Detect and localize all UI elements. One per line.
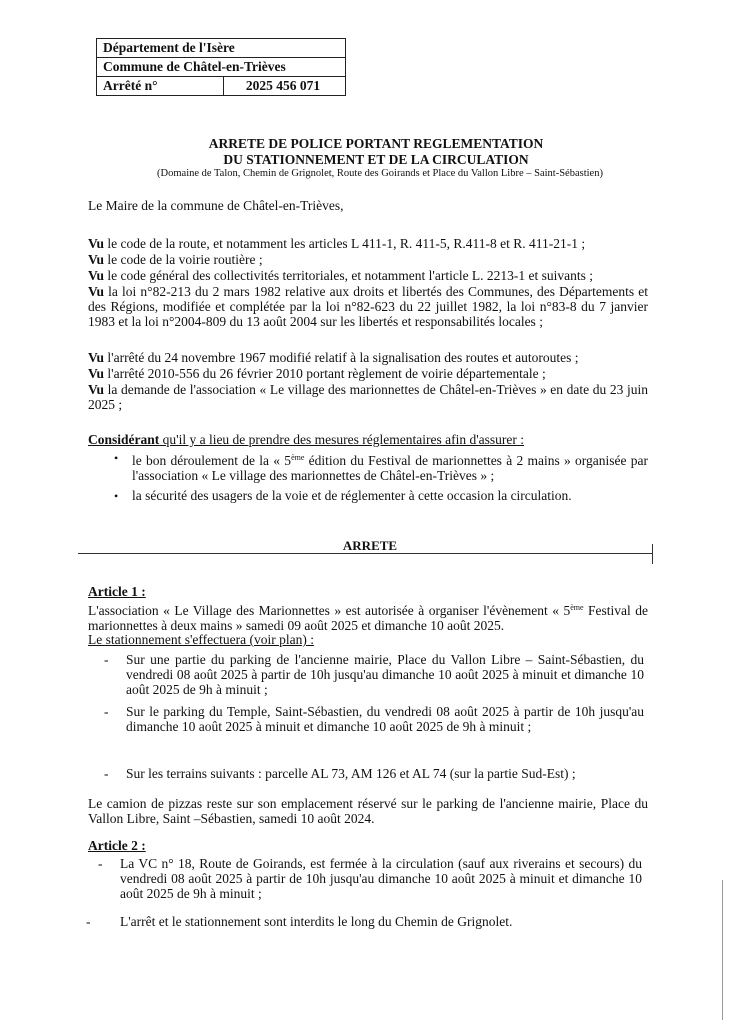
article1-text-post: Festival de marionnettes à deux mains » samedi 09 août 2025 et dimanche 10 août 2025. xyxy=(88,603,648,633)
dash-icon: - xyxy=(104,704,109,719)
vu-line-3 xyxy=(88,268,648,283)
bullet-text: la sécurité des usagers de la voie et de réglementer à cette occasion la circulation. xyxy=(132,488,572,503)
scan-margin-line xyxy=(722,880,723,1020)
arrete-heading: ARRETE xyxy=(342,538,398,553)
vu-lead: Vu xyxy=(88,350,105,365)
article1-text-pre: L'association « Le Village des Marionnettes » est autorisée à organiser l'évènement « 5 xyxy=(88,603,571,618)
vu-text: le code de la voirie routière ; xyxy=(104,252,263,267)
vu-lead: Vu xyxy=(88,236,105,251)
commune-label: Commune de Châtel-en-Trièves xyxy=(103,59,286,74)
arrete-divider-tick xyxy=(652,544,653,564)
considerant-bullet-1 xyxy=(132,450,648,483)
article1-heading: Article 1 : xyxy=(88,584,146,599)
document-subtitle: (Domaine de Talon, Chemin de Grignolet, Route des Goirands et Place du Vallon Libre – Saint-Sébastien) xyxy=(157,168,603,179)
vu-line-4 xyxy=(88,284,648,329)
bullet-text-sup: ème xyxy=(291,453,305,462)
vu-text: l'arrêté 2010-556 du 26 février 2010 portant règlement de voirie départementale ; xyxy=(104,366,546,381)
stationnement-item-1: Sur une partie du parking de l'ancienne mairie, Place du Vallon Libre – Saint-Sébastien, du vendredi 08 août 2025 à partir de 10h jusqu'au dimanche 10 août 2025 à minuit et dimanche 10 août 2025 de 9h à minuit ; xyxy=(126,652,644,697)
article2-item-2: L'arrêt et le stationnement sont interdits le long du Chemin de Grignolet. xyxy=(120,914,513,929)
bullet-text-pre: le bon déroulement de la « 5 xyxy=(132,453,292,468)
article2-item-1: La VC n° 18, Route de Goirands, est fermée à la circulation (sauf aux riverains et secours) du vendredi 08 août 2025 à partir de 10h jusqu'au dimanche 10 août 2025 à minuit et dimanche 10 août 2025 de 9h à minuit ; xyxy=(120,856,642,901)
stationnement-item-2: Sur le parking du Temple, Saint-Sébastien, du vendredi 08 août 2025 à partir de 10h jusqu'au dimanche 10 août 2025 à minuit et dimanche 10 août 2025 de 9h à minuit ; xyxy=(126,704,644,734)
intro-line: Le Maire de la commune de Châtel-en-Trièves, xyxy=(88,198,344,213)
vu-text: la demande de l'association « Le village des marionnettes de Châtel-en-Trièves » en date du 23 juin 2025 ; xyxy=(88,382,648,412)
vu-text: la loi n°82-213 du 2 mars 1982 relative aux droits et libertés des Communes, des Départements et des Régions, modifiée et complétée par la loi n°82-623 du 22 juillet 1982, la loi n°83-8 du 7 janvier 1983 et la loi n°2004-809 du 13 août 2004 sur les libertés et responsabilités locales ; xyxy=(88,284,648,329)
commune-row xyxy=(97,58,345,77)
vu-line-2 xyxy=(88,252,648,267)
dash-icon: - xyxy=(98,856,103,871)
vu-line-1 xyxy=(88,236,648,251)
arrete-number-row xyxy=(97,77,345,95)
document-title-line1: ARRETE DE POLICE PORTANT REGLEMENTATION xyxy=(208,136,544,151)
vu-lead: Vu xyxy=(88,382,105,397)
vu-lead: Vu xyxy=(88,366,105,381)
article1-text-sup: ème xyxy=(570,603,584,612)
document-title-line2: DU STATIONNEMENT ET DE LA CIRCULATION xyxy=(223,152,529,167)
article2-heading: Article 2 : xyxy=(88,838,146,853)
stationnement-label: Le stationnement s'effectuera (voir plan) : xyxy=(88,632,314,647)
vu-line-6 xyxy=(88,366,648,381)
vu-line-5 xyxy=(88,350,648,365)
considerant-line xyxy=(88,432,648,447)
departement-label: Département de l'Isère xyxy=(103,40,235,55)
vu-lead: Vu xyxy=(88,268,105,283)
header-box xyxy=(96,38,346,96)
vu-lead: Vu xyxy=(88,284,105,299)
article1-paragraph xyxy=(88,600,648,633)
departement-row xyxy=(97,39,345,58)
bullet-dot-icon: • xyxy=(114,489,119,503)
vu-lead: Vu xyxy=(88,252,105,267)
bullet-text-post: édition du Festival de marionnettes à 2 mains » organisée par l'association « Le village des marionnettes de Châtel-en-Trièves » ; xyxy=(132,453,649,483)
considerant-lead: Considérant xyxy=(88,432,160,447)
bullet-dot-icon: • xyxy=(114,451,119,465)
considerant-rest: qu'il y a lieu de prendre des mesures réglementaires afin d'assurer : xyxy=(159,432,524,447)
arrete-number-label: Arrêté n° xyxy=(103,78,158,93)
vu-text: le code de la route, et notamment les articles L 411-1, R. 411-5, R.411-8 et R. 411-21-1 ; xyxy=(104,236,586,251)
vu-line-7 xyxy=(88,382,648,412)
dash-icon: - xyxy=(86,914,91,929)
stationnement-item-3: Sur les terrains suivants : parcelle AL 73, AM 126 et AL 74 (sur la partie Sud-Est) ; xyxy=(126,766,576,781)
considerant-bullet-2 xyxy=(132,488,648,503)
vu-text: le code général des collectivités territoriales, et notamment l'article L. 2213-1 et suivants ; xyxy=(104,268,594,283)
vu-text: l'arrêté du 24 novembre 1967 modifié relatif à la signalisation des routes et autoroutes ; xyxy=(104,350,579,365)
pizza-paragraph: Le camion de pizzas reste sur son emplacement réservé sur le parking de l'ancienne mairie, Place du Vallon Libre, Saint –Sébastien, samedi 10 août 2024. xyxy=(88,796,648,826)
dash-icon: - xyxy=(104,652,109,667)
dash-icon: - xyxy=(104,766,109,781)
arrete-number-value: 2025 456 071 xyxy=(223,77,342,95)
